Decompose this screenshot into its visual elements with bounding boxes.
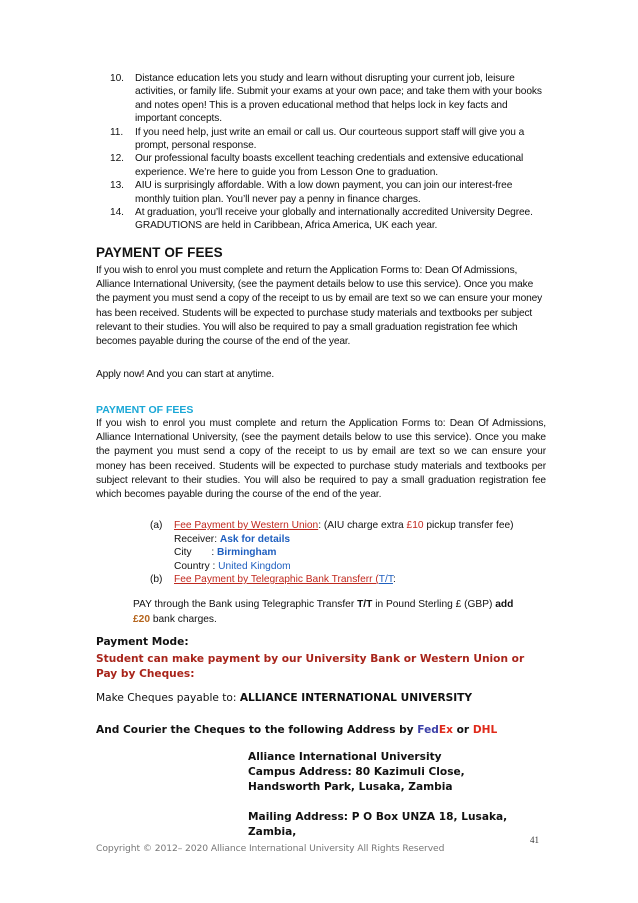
list-item: 10. Distance education lets you study and learn without disrupting your current job, leisure activities, or family life. Submit your exams at your own pace; and take them with your books and notes open! This is a proven educational method that helps lock in key facts and important concepts. <box>110 73 542 125</box>
page-number: 41 <box>530 835 539 845</box>
address-line: Campus Address: 80 Kazimuli Close, <box>248 766 465 778</box>
city-line: City : Birmingham <box>174 547 277 558</box>
address-gap <box>248 795 548 810</box>
list-item: 13. AIU is surprisingly affordable. With a low down payment, you can join our interest-free monthly tuition plan. You’ll never pay a penny in finance charges. <box>110 180 513 205</box>
charge-amount: £10 <box>406 520 424 531</box>
benefits-list <box>106 72 546 233</box>
tt-link[interactable]: T/T <box>378 574 393 585</box>
list-item: 11. If you need help, just write an email or call us. Our courteous support staff will give you a prompt, personal response. <box>110 126 525 152</box>
payment-paragraph: If you wish to enrol you must complete and return the Application Forms to: Dean Of Admissions, Alliance International University, (see the payment details below to use this service). Once you make the payment you must send a copy of the receipt to us by email are text so we can ensure your money has been received. Students will be expected to purchase study materials and textbooks per subject relevant to their studies. You will also be required to pay a small graduation registration fee which becomes payable during the course of the end of the year. <box>96 265 543 348</box>
address-line: Mailing Address: P O Box UNZA 18, Lusaka, <box>248 811 508 823</box>
address-line: Handsworth Park, Lusaka, Zambia <box>248 781 453 793</box>
list-item: 12. Our professional faculty boasts excellent teaching credentials and extensive educational experience. We’re here to guide you from Lesson One to graduation. <box>110 153 524 178</box>
bank-transfer-note: PAY through the Bank using Telegraphic Transfer T/T in Pound Sterling £ (GBP) add £20 bank charges. <box>133 599 514 625</box>
address-line: Zambia, <box>248 826 297 838</box>
option-western-union: (a) Fee Payment by Western Union: (AIU charge extra £10 pickup transfer fee) <box>150 520 514 531</box>
western-union-link[interactable]: Fee Payment by Western Union <box>174 520 319 531</box>
telegraphic-transfer-link[interactable]: Fee Payment by Telegraphic Bank Transferr ( <box>174 574 379 585</box>
payee-name: ALLIANCE INTERNATIONAL UNIVERSITY <box>239 692 473 704</box>
receiver-line: Receiver: Ask for details <box>174 533 291 545</box>
mailing-address <box>248 750 548 840</box>
payment-paragraph-justified: If you wish to enrol you must complete and return the Application Forms to: Dean Of Admissions, Alliance International University, (see the payment details below to use this service). Once you make the payment you must send a copy of the receipt to us by email are text so we can ensure your money has been received. Students will be expected to purchase study materials and textbooks per subject relevant to their studies. You will also be required to pay a small graduation registration fee which becomes payable during the course of the end of the year. <box>96 418 546 501</box>
payment-mode-label: Payment Mode: <box>96 636 189 648</box>
option-telegraphic-transfer: (b) Fee Payment by Telegraphic Bank Transferr (T/T: <box>150 574 396 585</box>
courier-instruction: And Courier the Cheques to the following Address by FedEx or DHL <box>96 724 498 736</box>
cheques-payable: Make Cheques payable to: ALLIANCE INTERNATIONAL UNIVERSITY <box>96 692 473 704</box>
list-item: 14. At graduation, you’ll receive your globally and internationally accredited University Degree. GRADUTIONS are held in Caribbean, Africa America, UK each year. <box>110 207 533 232</box>
payment-mode-text: Student can make payment by our University Bank or Western Union or Pay by Cheques: <box>96 653 525 680</box>
bank-charge-amount: £20 <box>133 613 150 625</box>
address-line: Alliance International University <box>248 751 442 763</box>
payment-options <box>150 519 570 587</box>
apply-now-text: Apply now! And you can start at anytime. <box>96 369 275 380</box>
copyright-footer: Copyright © 2012– 2020 Alliance International University All Rights Reserved <box>96 843 445 854</box>
payment-of-fees-heading: PAYMENT OF FEES <box>96 245 223 260</box>
country-line: Country : United Kingdom <box>174 560 291 572</box>
payment-of-fees-subheading: PAYMENT OF FEES <box>96 404 194 416</box>
